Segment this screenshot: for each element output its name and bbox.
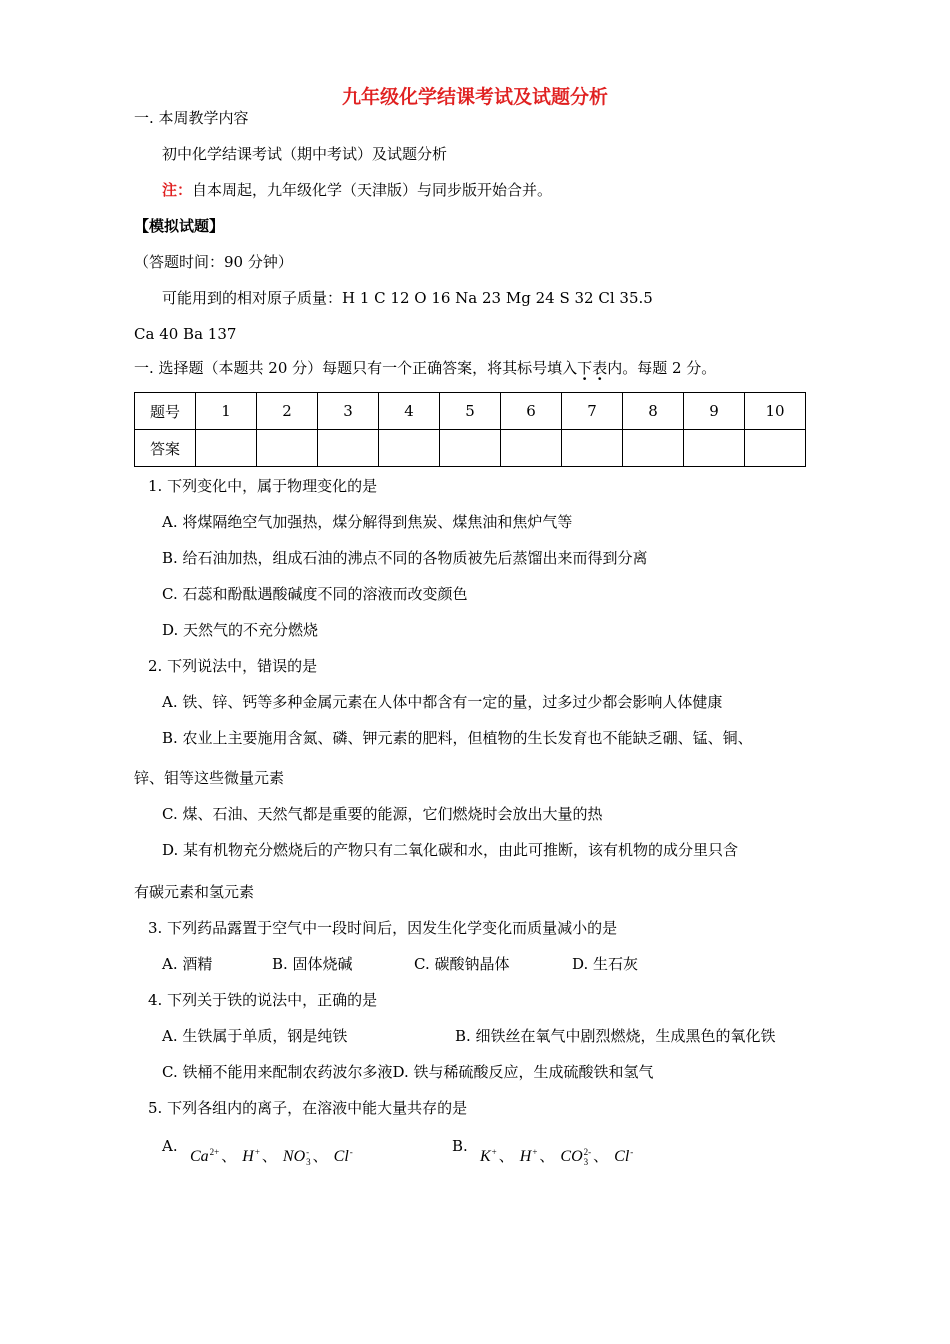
- answer-cell[interactable]: [196, 430, 257, 467]
- note-text: 自本周起，九年级化学（天津版）与同步版开始合并。: [192, 181, 553, 199]
- answer-cell[interactable]: [440, 430, 501, 467]
- ion-formula: Cl -: [614, 1147, 634, 1165]
- answer-cell[interactable]: [562, 430, 623, 467]
- answer-table-number: 4: [379, 393, 440, 430]
- q3-stem: 3. 下列药品露置于空气中一段时间后，因发生化学变化而质量减小的是: [148, 919, 618, 937]
- q3-option-a: A. 酒精: [162, 955, 213, 973]
- ion-formula: K +: [480, 1147, 497, 1165]
- answer-table-number: 3: [318, 393, 379, 430]
- note-line: [162, 180, 552, 200]
- answer-table-number: 9: [684, 393, 745, 430]
- answer-table-row1-label: 题号: [135, 393, 196, 430]
- answer-cell[interactable]: [745, 430, 806, 467]
- q4-stem: 4. 下列关于铁的说法中，正确的是: [148, 991, 378, 1009]
- q2-option-d-line1: D. 某有机物充分燃烧后的产物只有二氧化碳和水，由此可推断，该有机物的成分里只含: [162, 841, 739, 859]
- answer-table: [134, 392, 806, 467]
- q2-stem: 2. 下列说法中，错误的是: [148, 657, 318, 675]
- q4-option-c-text: C. 铁桶不能用来配制农药波尔多液: [162, 1063, 393, 1081]
- atomic-mass-line-1: 可能用到的相对原子质量：H 1 C 12 O 16 Na 23 Mg 24 S 32 Cl 35.5: [162, 289, 653, 307]
- answer-table-number: 10: [745, 393, 806, 430]
- answer-cell[interactable]: [684, 430, 745, 467]
- answer-cell[interactable]: [257, 430, 318, 467]
- q1-option-c: C. 石蕊和酚酞遇酸碱度不同的溶液而改变颜色: [162, 585, 468, 603]
- q5-option-b-label: B.: [452, 1137, 468, 1155]
- answer-cell[interactable]: [318, 430, 379, 467]
- page-title: 九年级化学结课考试及试题分析: [341, 86, 608, 108]
- q4-option-d: D. 铁与稀硫酸反应，生成硫酸铁和氢气: [392, 1063, 654, 1081]
- answer-table-number-row: [135, 393, 806, 430]
- atomic-mass-line-2: Ca 40 Ba 137: [134, 325, 237, 343]
- q4-option-b: B. 细铁丝在氧气中剧烈燃烧，生成黑色的氧化铁: [455, 1027, 776, 1045]
- note-label: 注：: [162, 181, 193, 199]
- ion-separator: 、: [539, 1147, 555, 1165]
- content-line: 初中化学结课考试（期中考试）及试题分析: [162, 145, 448, 163]
- choice-intro: [134, 358, 716, 378]
- q2-option-b-line2: 锌、钼等这些微量元素: [134, 769, 285, 787]
- q5-option-b-ions: [480, 1146, 633, 1167]
- ion-separator: 、: [221, 1147, 237, 1165]
- answer-table-number: 6: [501, 393, 562, 430]
- ion-formula: NO - 3: [282, 1147, 311, 1168]
- answer-table-row2-label: 答案: [135, 430, 196, 467]
- section-heading: 一. 本周教学内容: [134, 109, 249, 127]
- q2-option-c: C. 煤、石油、天然气都是重要的能源，它们燃烧时会放出大量的热: [162, 805, 603, 823]
- q2-option-a: A. 铁、锌、钙等多种金属元素在人体中都含有一定的量，过多过少都会影响人体健康: [162, 693, 723, 711]
- q1-option-b: B. 给石油加热，组成石油的沸点不同的各物质被先后蒸馏出来而得到分离: [162, 549, 648, 567]
- q5-option-a-label: A.: [162, 1137, 178, 1155]
- q2-option-b-line1: B. 农业上主要施用含氮、磷、钾元素的肥料，但植物的生长发育也不能缺乏硼、锰、铜、: [162, 729, 753, 747]
- q5-option-a-ions: [190, 1146, 353, 1167]
- q4-option-a: A. 生铁属于单质，钢是纯铁: [162, 1027, 348, 1045]
- ion-formula: Cl -: [333, 1147, 353, 1165]
- q2-option-d-line2: 有碳元素和氢元素: [134, 883, 255, 901]
- answer-cell[interactable]: [623, 430, 684, 467]
- choice-intro-b: 内。每题 2 分。: [607, 359, 717, 377]
- ion-separator: 、: [593, 1147, 609, 1165]
- q1-option-a: A. 将煤隔绝空气加强热，煤分解得到焦炭、煤焦油和焦炉气等: [162, 513, 573, 531]
- ion-formula: H +: [519, 1147, 538, 1165]
- q3-option-d: D. 生石灰: [572, 955, 639, 973]
- q1-option-d: D. 天然气的不充分燃烧: [162, 621, 319, 639]
- q1-stem: 1. 下列变化中，属于物理变化的是: [148, 477, 378, 495]
- mock-heading: 【模拟试题】: [134, 217, 225, 235]
- choice-intro-dot2: 表: [592, 359, 608, 377]
- answer-table-number: 2: [257, 393, 318, 430]
- answer-table-number: 8: [623, 393, 684, 430]
- choice-intro-dot1: 下: [577, 359, 593, 377]
- q3-option-c: C. 碳酸钠晶体: [414, 955, 510, 973]
- choice-intro-a: 一. 选择题（本题共 20 分）每题只有一个正确答案，将其标号填入: [134, 359, 578, 377]
- answer-table-number: 7: [562, 393, 623, 430]
- q4-option-c: [162, 1062, 654, 1082]
- ion-separator: 、: [261, 1147, 277, 1165]
- answer-table-number: 5: [440, 393, 501, 430]
- ion-formula: H +: [242, 1147, 260, 1165]
- q3-option-b: B. 固体烧碱: [272, 955, 353, 973]
- answer-table-number: 1: [196, 393, 257, 430]
- ion-separator: 、: [312, 1147, 328, 1165]
- ion-formula: CO 2- 3: [560, 1147, 592, 1168]
- time-line: （答题时间：90 分钟）: [134, 253, 293, 271]
- q5-stem: 5. 下列各组内的离子，在溶液中能大量共存的是: [148, 1099, 468, 1117]
- answer-cell[interactable]: [379, 430, 440, 467]
- ion-formula: Ca 2+: [190, 1147, 220, 1165]
- ion-separator: 、: [498, 1147, 514, 1165]
- answer-table-answer-row: [135, 430, 806, 467]
- answer-cell[interactable]: [501, 430, 562, 467]
